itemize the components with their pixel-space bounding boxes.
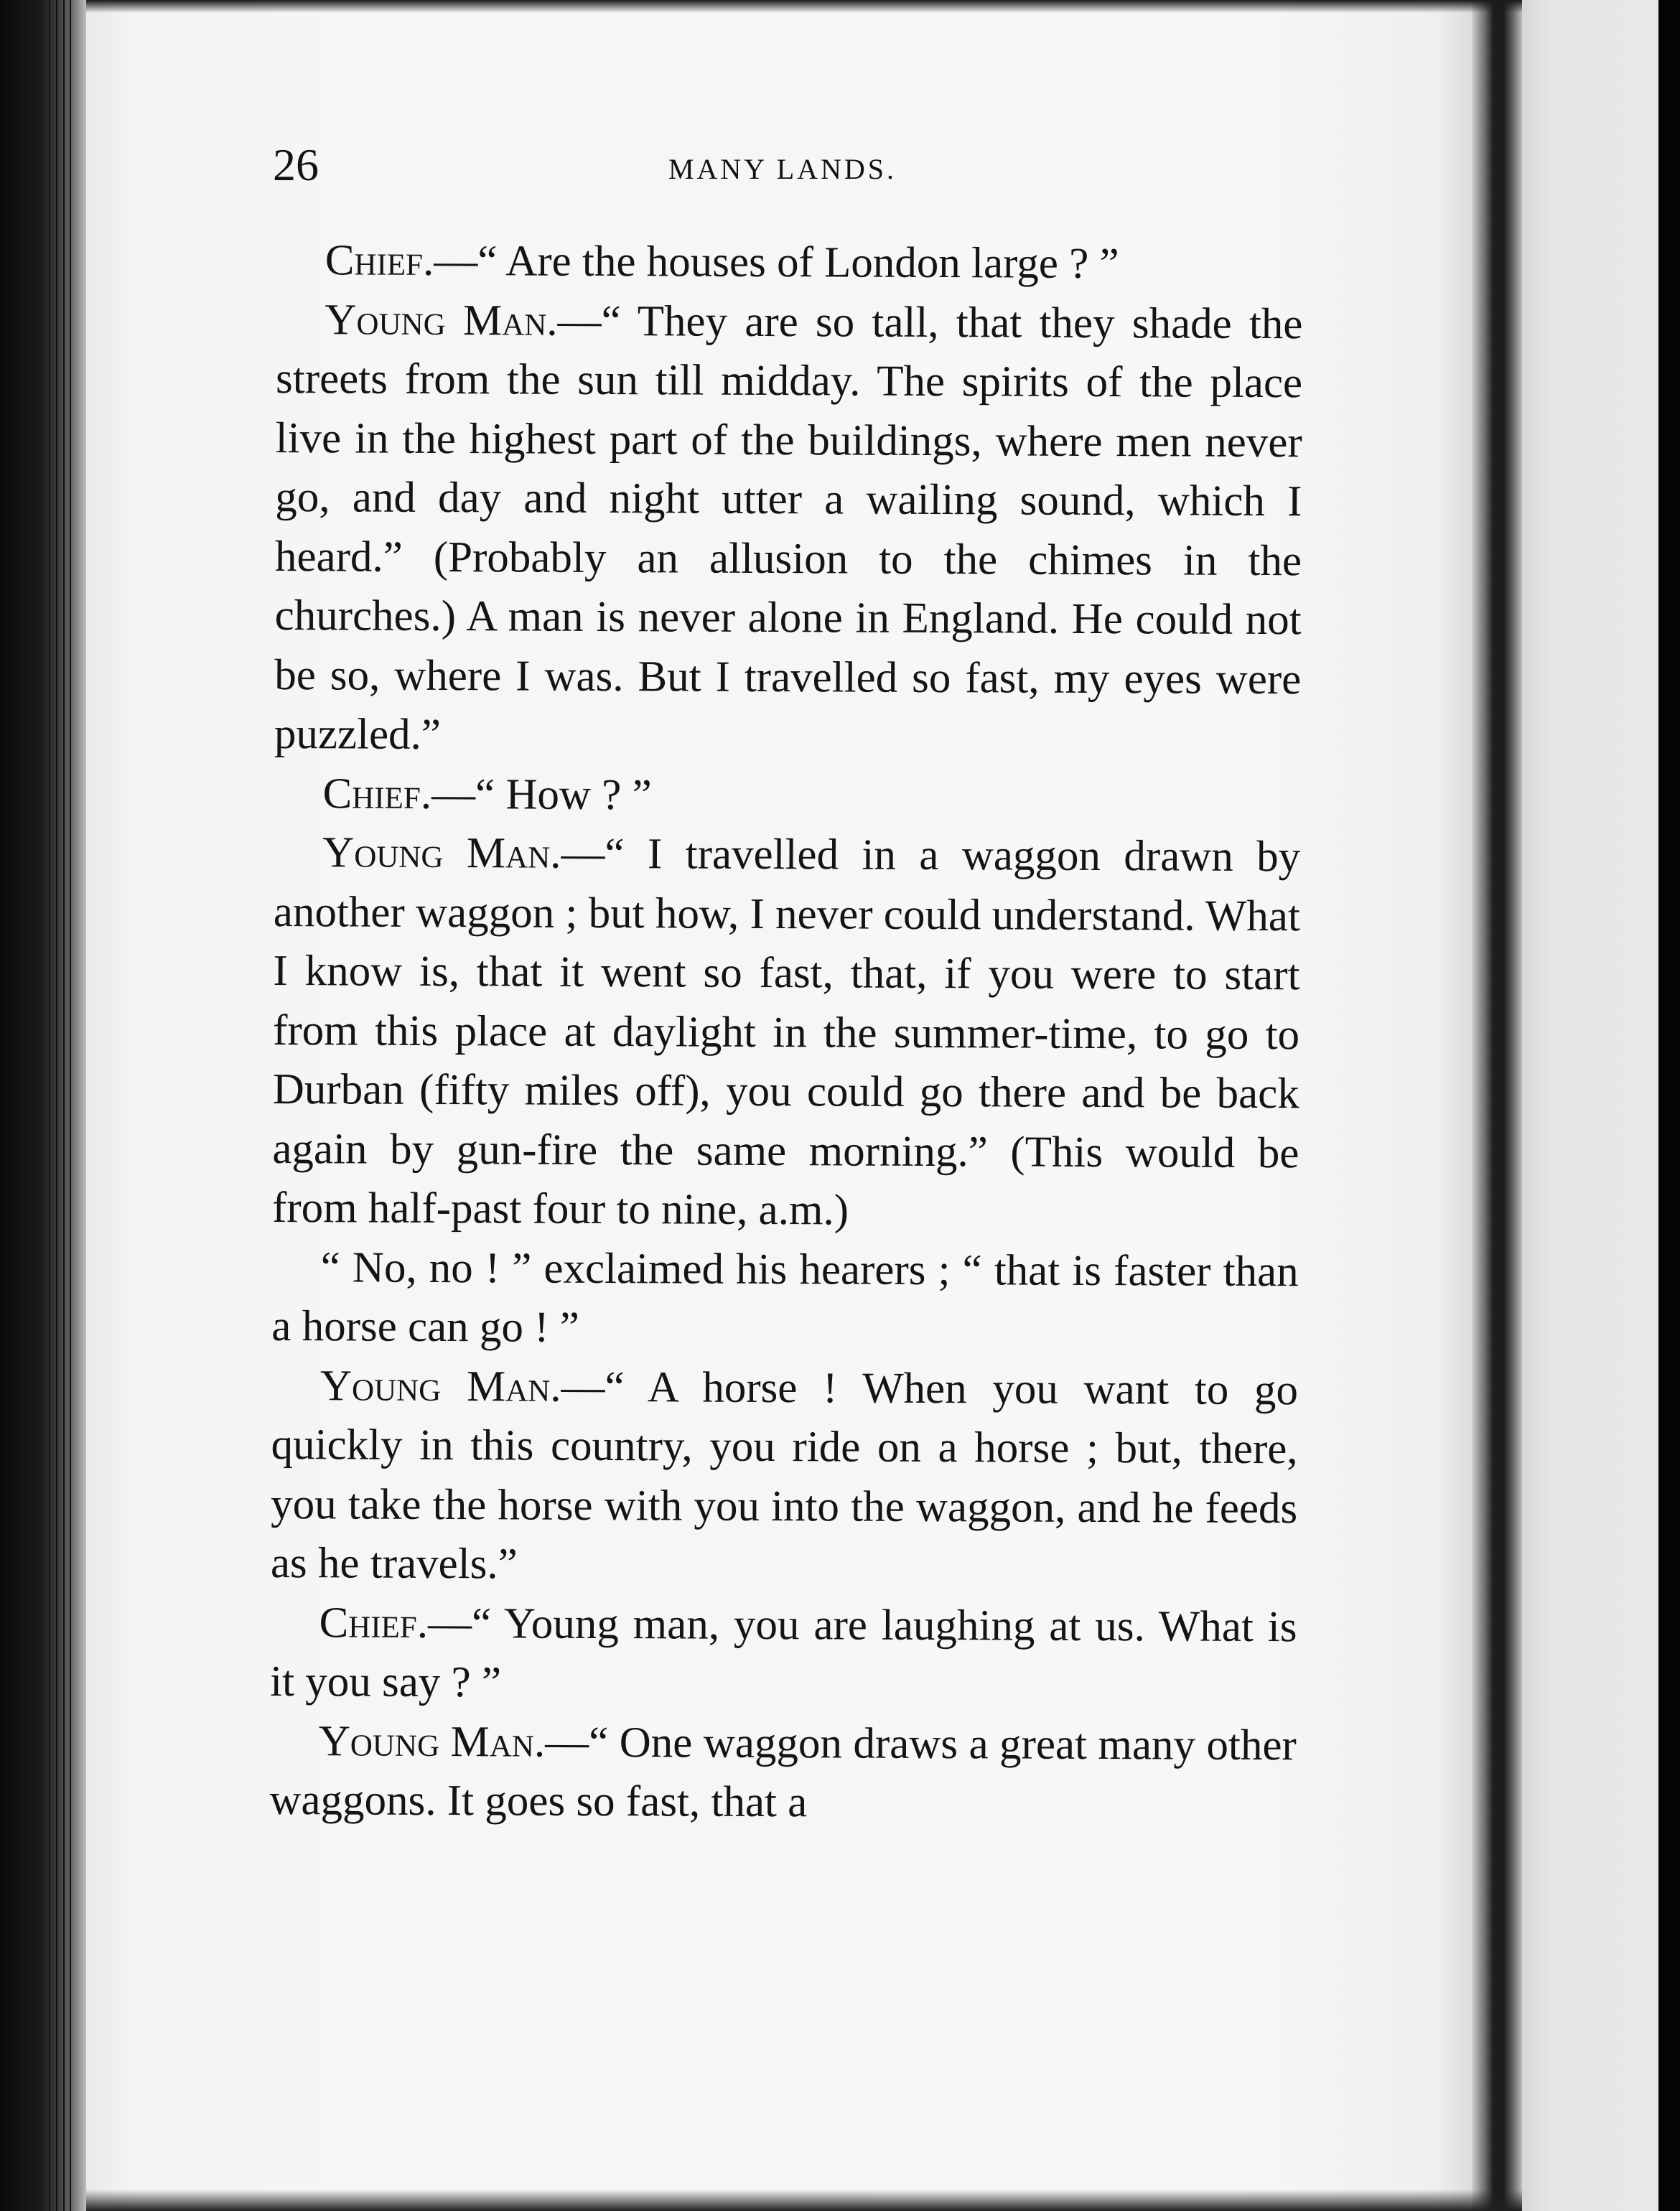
page-header — [273, 136, 1292, 194]
paragraph — [270, 1593, 1297, 1716]
page-number: 26 — [273, 139, 319, 190]
paragraph-text: —“ Are the houses of London large ? ” — [434, 236, 1119, 289]
paragraph — [274, 764, 1300, 828]
paragraph-text: —“ How ? ” — [431, 770, 652, 819]
speaker: Young Man. — [319, 1361, 561, 1411]
paragraph-text: —“ I travelled in a waggon drawn by another waggon ; but how, I never could understand. What I know is, that it went so fast, that, if you were to start from this place at daylight in the summer-time, to go to Durban (fifty miles off), you could go there and be back again by gun-fire the same morning.” (This would be from half-past four to nine, a.m.) — [271, 829, 1301, 1235]
paragraph-text: “ No, no ! ” exclaimed his hearers ; “ that is faster than a horse can go ! ” — [271, 1243, 1299, 1352]
speaker: Chief. — [322, 769, 432, 818]
paragraph-text: —“ One waggon draws a great many other waggons. It goes so fast, that a — [269, 1718, 1297, 1827]
paragraph — [272, 823, 1301, 1243]
running-title: MANY LANDS. — [668, 153, 897, 185]
body-text — [269, 231, 1303, 1835]
left-page-edge — [0, 0, 90, 2211]
paragraph — [271, 1238, 1299, 1360]
paragraph — [274, 290, 1303, 768]
book-gutter — [1472, 0, 1522, 2211]
speaker: Young Man. — [318, 1716, 546, 1767]
paragraph-text: —“ Young man, you are laughing at us. What is it you say ? ” — [270, 1599, 1297, 1707]
speaker: Chief. — [319, 1598, 429, 1647]
paragraph — [271, 1356, 1298, 1597]
speaker: Chief. — [325, 236, 434, 285]
paragraph-text: —“ They are so tall, that they shade the streets from the sun till midday. The spirits of the place live in the highest part of the buildings, where men never go, and day and night utter a wailing sound, which I heard.” (Probably an allusion to the chimes in the churches.) A man is never alone in England. He could not be so, where I was. But I travelled so fast, my eyes were puzzled.” — [274, 296, 1303, 759]
paragraph — [276, 231, 1303, 295]
right-dark-border — [1658, 0, 1680, 2211]
speaker: Young Man. — [322, 828, 561, 878]
speaker: Young Man. — [325, 295, 558, 345]
facing-page-edge — [1522, 0, 1658, 2211]
paragraph-text: —“ A horse ! When you want to go quickly in this country, you ride on a horse ; but, there, you take the horse with you into the waggon, and he feeds as he travels.” — [270, 1362, 1299, 1589]
paragraph — [269, 1711, 1297, 1834]
